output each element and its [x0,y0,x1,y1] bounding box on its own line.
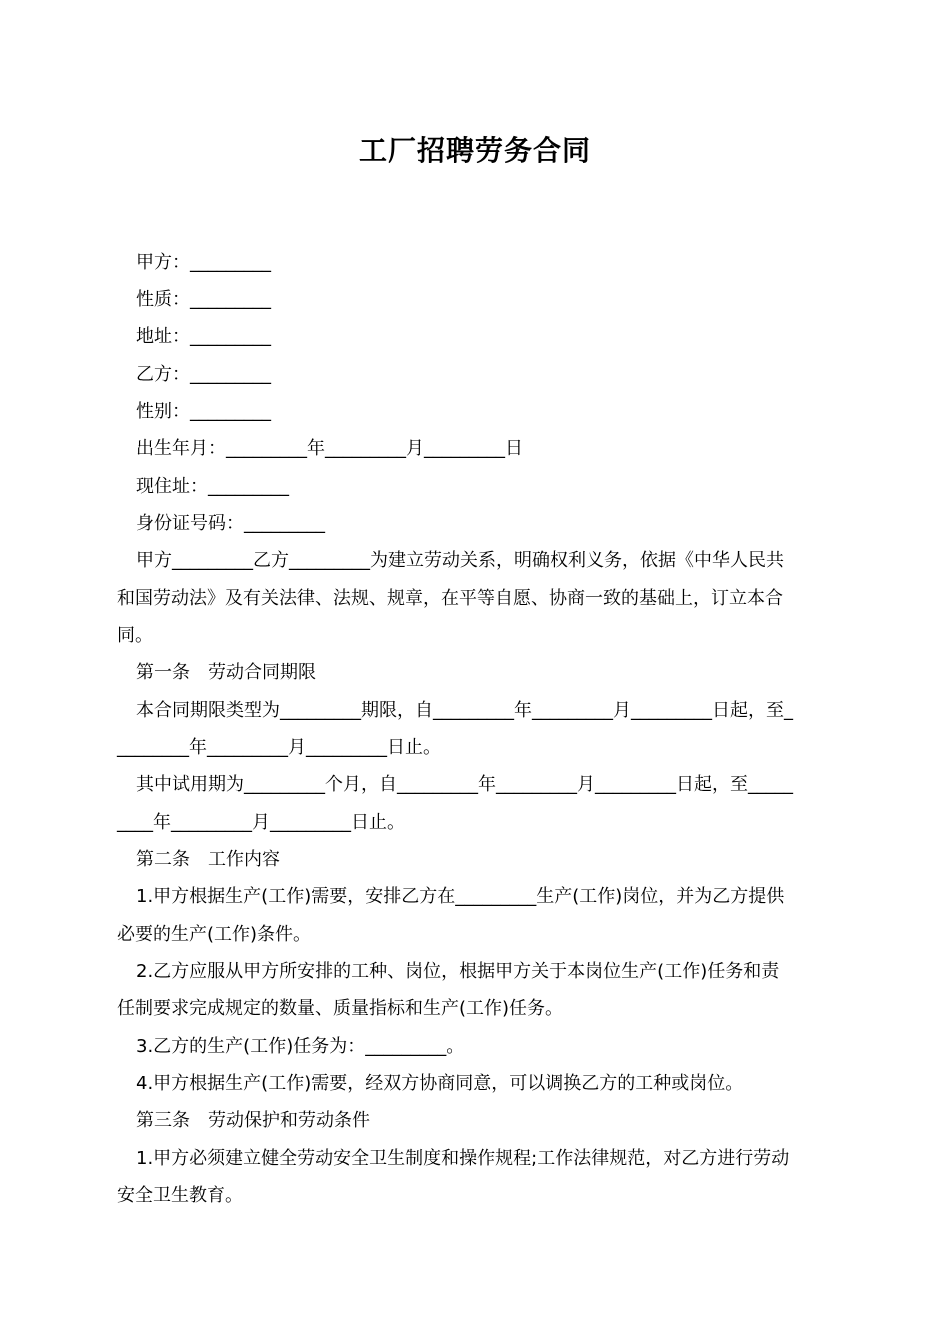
probation-line: 其中试用期为_________个月，自_________年_________月_________日起，至_____ [136,774,793,795]
preamble-line: 和国劳动法》及有关法律、法规、规章，在平等自愿、协商一致的基础上，订立本合 [117,588,783,609]
work-content-item-1: 1.甲方根据生产(工作)需要，安排乙方在_________生产(工作)岗位，并为乙方提供 [136,886,785,907]
labor-protection-item-1: 安全卫生教育。 [117,1185,243,1206]
article-2-heading: 第二条 工作内容 [136,849,280,870]
preamble-line: 甲方_________乙方_________为建立劳动关系，明确权利义务，依据《中华人民共 [136,550,784,571]
address-field: 地址：_________ [136,326,271,347]
work-content-item-2: 任制要求完成规定的数量、质量指标和生产(工作)任务。 [117,998,564,1019]
current-address-field: 现住址：_________ [136,476,289,497]
nature-field: 性质：_________ [136,289,271,310]
party-b-field: 乙方：_________ [136,364,271,385]
document-title: 工厂招聘劳务合同 [358,134,591,167]
article-3-heading: 第三条 劳动保护和劳动条件 [136,1110,370,1131]
id-number-field: 身份证号码：_________ [136,513,325,534]
gender-field: 性别：_________ [136,401,271,422]
work-content-item-1: 必要的生产(工作)条件。 [117,924,312,945]
article-1-heading: 第一条 劳动合同期限 [136,662,316,683]
birth-date-field: 出生年月：_________年_________月_________日 [136,438,523,459]
work-content-item-4: 4.甲方根据生产(工作)需要，经双方协商同意，可以调换乙方的工种或岗位。 [136,1073,744,1094]
preamble-line: 同。 [117,625,153,646]
work-content-item-2: 2.乙方应服从甲方所安排的工种、岗位，根据甲方关于本岗位生产(工作)任务和责 [136,961,780,982]
work-content-item-3: 3.乙方的生产(工作)任务为：_________。 [136,1036,465,1057]
labor-protection-item-1: 1.甲方必须建立健全劳动安全卫生制度和操作规程;工作法律规范，对乙方进行劳动 [136,1148,790,1169]
contract-term-line: ________年_________月_________日止。 [117,737,441,758]
probation-line: ____年_________月_________日止。 [117,812,405,833]
party-a-field: 甲方：_________ [136,252,271,273]
contract-term-line: 本合同期限类型为_________期限，自_________年_________月_________日起，至_ [136,700,793,721]
